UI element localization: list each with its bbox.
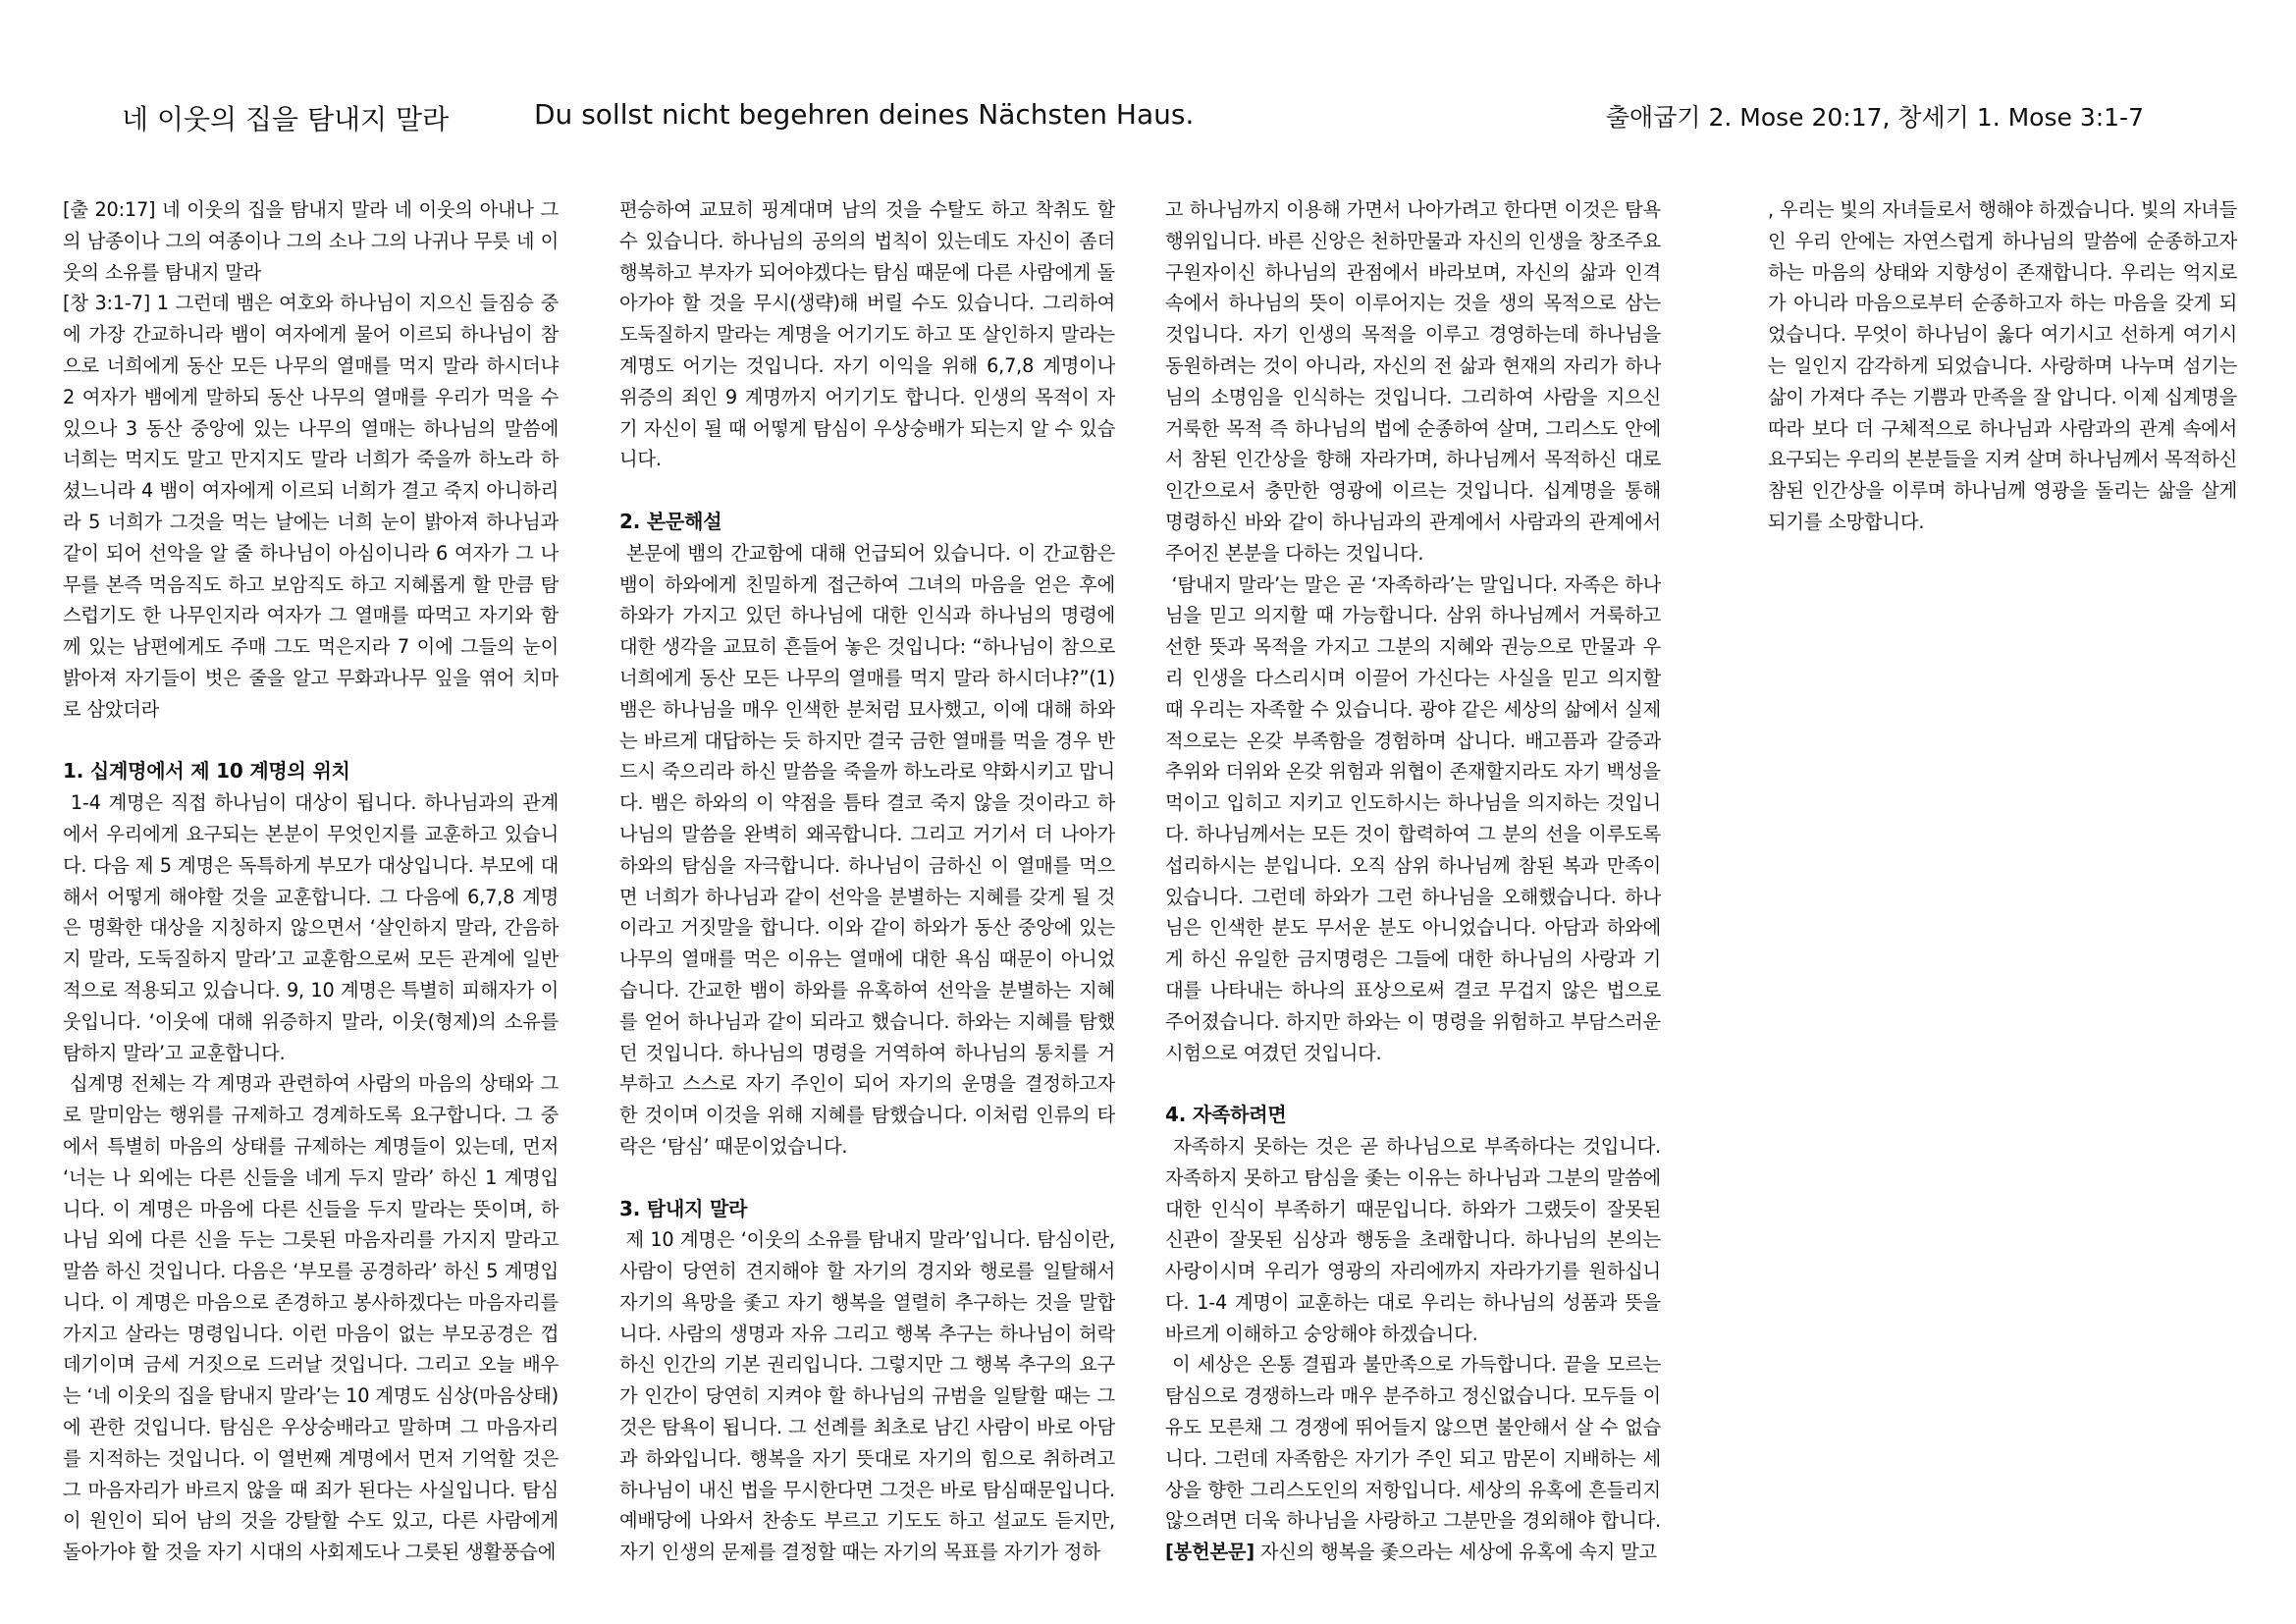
- section-1-paragraph-2: 십계명 전체는 각 계명과 관련하여 사람의 마음의 상태와 그로 말미암는 행위를 규제하고 경계하도록 요구합니다. 그 중에서 특별히 마음의 상태를 규제하는 계명들이 있는데, 먼저 ‘너는 나 외에는 다른 신들을 네게 두지 말라’ 하신 1 계명입니다. 이 계명은 마음에 다른 신들을 두지 말라는 뜻이며, 하나님 외에 다른 신을 두는 그릇된 마음자리를 가지지 말라고 말씀 하신 것입니다. 다음은 ‘부모를 공경하라’ 하신 5 계명입니다. 이 계명은 마음으로 존경하고 봉사하겠다는 마음자리를 가지고 살라는 명령입니다. 이런 마음이 없는 부모공경은 껍데기이며 금세 거짓으로 드러날 것입니다. 그리고 오늘 배우는 ‘네 이웃의 집을 탐내지 말라’는 10 계명도 심상(마음상태)에 관한 것입니다. 탐심은 우상숭배라고 말하며 그 마음자리를 지적하는 것입니다. 이 열번째 계명에서 먼저 기억할 것은 그 마음자리가 바르지 않을 때 죄가 된다는 사실입니다. 탐심이 원인이 되어 남의 것을 강탈할 수도 있고, 다른 사람에게 돌아가야 할 것을 자기 시대의 사회제도나 그릇된 생활풍습에: [63, 1072, 559, 1564]
- section-4-paragraph-2: , 우리는 빛의 자녀들로서 행해야 하겠습니다. 빛의 자녀들인 우리 안에는 자연스럽게 하나님의 말씀에 순종하고자 하는 마음의 상태와 지향성이 존재합니다. 우리는 억지로가 아니라 마음으로부터 순종하고자 하는 마음을 갖게 되었습니다. 무엇이 하나님이 옳다 여기시고 선하게 여기시는 일인지 감각하게 되었습니다. 사랑하며 나누며 섬기는 삶이 가져다 주는 기쁨과 만족을 잘 압니다. 이제 십계명을 따라 보다 더 구체적으로 하나님과 사람과의 관계 속에서 요구되는 우리의 본분들을 지켜 살며 하나님께서 목적하신 참된 인간상을 이루며 하나님께 영광을 돌리는 삶을 살게 되기를 소망합니다.: [1768, 198, 2237, 533]
- section-2-paragraph-1: 본문에 뱀의 간교함에 대해 언급되어 있습니다. 이 간교함은 뱀이 하와에게 친밀하게 접근하여 그녀의 마음을 얻은 후에 하와가 가지고 있던 하나님에 대한 인식과 하나님의 명령에 대한 생각을 교묘히 흔들어 놓은 것입니다: “하나님이 참으로 너희에게 동산 모든 나무의 열매를 먹지 말라 하시더냐?”(1) 뱀은 하나님을 매우 인색한 분처럼 묘사했고, 이에 대해 하와는 바르게 대답하는 듯 하지만 결국 금한 열매를 먹을 경우 반드시 죽으리라 하신 말씀을 죽을까 하노라로 약화시키고 맙니다. 뱀은 하와의 이 약점을 틈타 결코 죽지 않을 것이라고 하나님의 말씀을 완벽히 왜곡합니다. 그리고 거기서 더 나아가 하와의 탐심을 자극합니다. 하나님이 금하신 이 열매를 먹으면 너희가 하나님과 같이 선악을 분별하는 지혜를 갖게 될 것이라고 거짓말을 합니다. 이와 같이 하와가 동산 중앙에 있는 나무의 열매를 먹은 이유는 열매에 대한 욕심 때문이 아니었습니다. 간교한 뱀이 하와를 유혹하여 선악을 분별하는 지혜를 얻어 하나님과 같이 되라고 했습니다. 하와는 지혜를 탐했던 것입니다. 하나님의 명령을 거역하여 하나님의 통치를 거부하고 스스로 자기 주인이 되어 자기의 운명을 결정하고자 한 것이며 이것을 위해 지혜를 탐했습니다. 이처럼 인류의 타락은 ‘탐심’ 때문이었습니다.: [619, 541, 1115, 1158]
- column-1: [63, 194, 559, 1569]
- section-2-heading: 2. 본문해설: [619, 509, 722, 533]
- title-korean: 네 이웃의 집을 탐내지 말라: [122, 103, 450, 135]
- scripture-reference: 출애굽기 2. Mose 20:17, 창세기 1. Mose 3:1-7: [1605, 103, 2144, 132]
- scripture-exodus: [출 20:17] 네 이웃의 집을 탐내지 말라 네 이웃의 아내나 그의 남종이나 그의 여종이나 그의 소나 그의 나귀나 무릇 네 이웃의 소유를 탐내지 말라: [63, 198, 559, 284]
- section-1-paragraph-1: 1-4 계명은 직접 하나님이 대상이 됩니다. 하나님과의 관계에서 우리에게 요구되는 본분이 무엇인지를 교훈하고 있습니다. 다음 제 5 계명은 독특하게 부모가 대상입니다. 부모에 대해서 어떻게 해야할 것을 교훈합니다. 그 다음에 6,7,8 계명은 명확한 대상을 지칭하지 않으면서 ‘살인하지 말라, 간음하지 말라, 도둑질하지 말라’고 교훈함으로써 모든 관계에 일반적으로 적용되고 있습니다. 9, 10 계명은 특별히 피해자가 이웃입니다. ‘이웃에 대해 위증하지 말라, 이웃(형제)의 소유를 탐하지 말라’고 교훈합니다.: [63, 791, 559, 1064]
- scripture-genesis: [창 3:1-7] 1 그런데 뱀은 여호와 하나님이 지으신 들짐승 중에 가장 간교하니라 뱀이 여자에게 물어 이르되 하나님이 참으로 너희에게 동산 모든 나무의 열매를 먹지 말라 하시더냐 2 여자가 뱀에게 말하되 동산 나무의 열매를 우리가 먹을 수 있으나 3 동산 중앙에 있는 나무의 열매는 하나님의 말씀에 너희는 먹지도 말고 만지지도 말라 너희가 죽을까 하노라 하셨느니라 4 뱀이 여자에게 이르되 너희가 결고 죽지 아니하리라 5 너희가 그것을 먹는 날에는 너희 눈이 밝아져 하나님과 같이 되어 선악을 알 줄 하나님이 아심이니라 6 여자가 그 나무를 본즉 먹음직도 하고 보암직도 하고 지혜롭게 할 만큼 탐스럽기도 한 나무인지라 여자가 그 열매를 따먹고 자기와 함께 있는 남편에게도 주매 그도 먹은지라 7 이에 그들의 눈이 밝아져 자기들이 벗은 줄을 알고 무화과나무 잎을 엮어 치마로 삼았더라: [63, 292, 559, 721]
- section-3-paragraph-2: ‘탐내지 말라’는 말은 곧 ‘자족하라’는 말입니다. 자족은 하나님을 믿고 의지할 때 가능합니다. 삼위 하나님께서 거룩하고 선한 뜻과 목적을 가지고 그분의 지혜와 권능으로 만물과 우리 인생을 다스리시며 이끌어 가신다는 사실을 믿고 의지할 때 우리는 자족할 수 있습니다. 광야 같은 세상의 삶에서 실제적으로는 온갖 부족함을 경험하며 삽니다. 배고픔과 갈증과 추위와 더위와 온갖 위험과 위협이 존재할지라도 자기 백성을 먹이고 입히고 지키고 인도하시는 하나님을 의지하는 것입니다. 하나님께서는 모든 것이 합력하여 그 분의 선을 이루도록 섭리하시는 분입니다. 오직 삼위 하나님께 참된 복과 만족이 있습니다. 그런데 하와가 그런 하나님을 오해했습니다. 하나님은 인색한 분도 무서운 분도 아니었습니다. 아담과 하와에게 하신 유일한 금지명령은 그들에 대한 하나님의 사랑과 기대를 나타내는 하나의 표상으로써 결코 무겁지 않은 법으로 주어졌습니다. 하지만 하와는 이 명령을 위험하고 부담스러운 시험으로 여겼던 것입니다.: [1165, 572, 1661, 1064]
- section-4-paragraph-2: 이 세상은 온통 결핍과 불만족으로 가득합니다. 끝을 모르는 탐심으로 경쟁하느라 매우 분주하고 정신없습니다. 모두들 이유도 모른채 그 경쟁에 뛰어들지 않으면 불안해서 살 수 없습니다. 그런데 자족함은 자기가 주인 되고 맘몬이 지배하는 세상을 향한 그리스도인의 저항입니다. 세상의 유혹에 흔들리지 않으려면 더욱 하나님을 사랑하고 그분만을 경외해야 합니다. [봉헌본문] 자신의 행복을 좇으라는 세상에 유혹에 속지 말고: [1165, 1353, 1661, 1564]
- section-4-paragraph-1: 자족하지 못하는 것은 곧 하나님으로 부족하다는 것입니다. 자족하지 못하고 탐심을 좇는 이유는 하나님과 그분의 말씀에 대한 인식이 부족하기 때문입니다. 하와가 그랬듯이 잘못된 신관이 잘못된 심상과 행동을 초래합니다. 하나님의 본의는 사랑이시며 우리가 영광의 자리에까지 자라가기를 원하십니다. 1-4 계명이 교훈하는 대로 우리는 하나님의 성품과 뜻을 바르게 이해하고 숭앙해야 하겠습니다.: [1165, 1134, 1661, 1345]
- column-2: [619, 194, 1115, 1569]
- section-3-paragraph-1: 고 하나님까지 이용해 가면서 나아가려고 한다면 이것은 탐욕 행위입니다. 바른 신앙은 천하만물과 자신의 인생을 창조주요 구원자이신 하나님의 관점에서 바라보며, 자신의 삶과 인격 속에서 하나님의 뜻이 이루어지는 것을 생의 목적으로 삼는 것입니다. 자기 인생의 목적을 이루고 경영하는데 하나님을 동원하려는 것이 아니라, 자신의 전 삶과 현재의 자리가 하나님의 소명임을 인식하는 것입니다. 그리하여 사람을 지으신 거룩한 목적 즉 하나님의 법에 순종하여 살며, 그리스도 안에서 참된 인간상을 향해 자라가며, 하나님께서 목적하신 대로 인간으로서 충만한 영광에 이르는 것입니다. 십계명을 통해 명령하신 바와 같이 하나님과의 관계에서 사람과의 관계에서 주어진 본분을 다하는 것입니다.: [1165, 198, 1661, 565]
- section-4-heading: 4. 자족하려면: [1165, 1103, 1287, 1127]
- offering-text-label: [봉헌본문]: [1165, 1541, 1255, 1564]
- page-header: [122, 98, 2144, 145]
- title-german: Du sollst nicht begehren deines Nächsten Haus.: [534, 98, 1195, 131]
- section-3-heading: 3. 탐내지 말라: [619, 1196, 748, 1220]
- column-3: [1165, 194, 1661, 1569]
- column-4: [1768, 194, 2237, 1569]
- section-3-paragraph-1: 제 10 계명은 ‘이웃의 소유를 탐내지 말라’입니다. 탐심이란, 사람이 당연히 견지해야 할 자기의 경지와 행로를 일탈해서 자기의 욕망을 좇고 자기 행복을 열렬히 추구하는 것을 말합니다. 사람의 생명과 자유 그리고 행복 추구는 하나님이 허락하신 인간의 기본 권리입니다. 그렇지만 그 행복 추구의 요구가 인간이 당연히 지켜야 할 하나님의 규범을 일탈할 때는 그것은 탐욕이 됩니다. 그 선례를 최초로 남긴 사람이 바로 아담과 하와입니다. 행복을 자기 뜻대로 자기의 힘으로 취하려고 하나님이 내신 법을 무시한다면 그것은 바로 탐심때문입니다. 예배당에 나와서 찬송도 부르고 기도도 하고 설교도 듣지만, 자기 인생의 문제를 결정할 때는 자기의 목표를 자기가 정하: [619, 1228, 1115, 1564]
- text-columns: [63, 194, 2237, 1569]
- section-1-heading: 1. 십계명에서 제 10 계명의 위치: [63, 759, 350, 784]
- section-1-paragraph-2: 편승하여 교묘히 핑계대며 남의 것을 수탈도 하고 착취도 할 수 있습니다. 하나님의 공의의 법칙이 있는데도 자신이 좀더 행복하고 부자가 되어야겠다는 탐심 때문에 다른 사람에게 돌아가야 할 것을 무시(생략)해 버릴 수도 있습니다. 그리하여 도둑질하지 말라는 계명을 어기기도 하고 또 살인하지 말라는 계명도 어기는 것입니다. 자기 이익을 위해 6,7,8 계명이나 위증의 죄인 9 계명까지 어기기도 합니다. 인생의 목적이 자기 자신이 될 때 어떻게 탐심이 우상숭배가 되는지 알 수 있습니다.: [619, 198, 1115, 471]
